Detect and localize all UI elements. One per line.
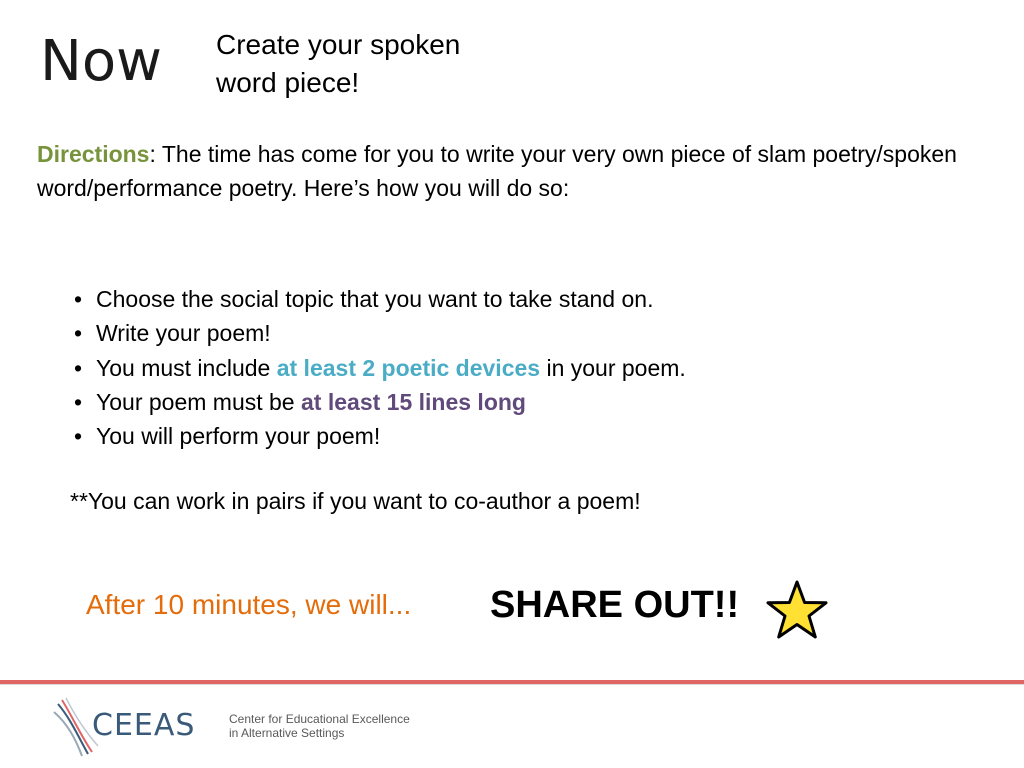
bullet-text-perform: You will perform your poem! — [96, 423, 381, 450]
directions-text: : The time has come for you to write your very own piece of slam poetry/spoken word/performance poetry. Here’s how you will do so: — [37, 141, 957, 201]
list-item — [72, 282, 686, 316]
footer-divider-shadow — [0, 684, 1024, 685]
bullet-text-length-pre: Your poem must be — [96, 388, 301, 415]
logo-wordmark: CEEAS — [92, 708, 196, 743]
list-item — [72, 385, 686, 419]
bullet-text-topic: Choose the social topic that you want to take stand on. — [96, 286, 654, 312]
bullet-highlight-length: at least 15 lines long — [301, 388, 526, 415]
bullet-highlight-devices: at least 2 poetic devices — [276, 354, 541, 381]
ceeas-logo — [52, 696, 410, 758]
directions-list — [72, 282, 686, 453]
pairs-note — [70, 484, 641, 518]
after-text: After 10 minutes, we will... — [86, 589, 412, 620]
pairs-mark: ** — [70, 488, 88, 514]
subtitle-line-1: Create your spoken — [216, 29, 461, 60]
star-shape — [768, 582, 826, 637]
slide-subtitle — [216, 26, 536, 102]
list-item — [72, 419, 686, 453]
logo-tagline-line-1: Center for Educational Excellence — [229, 712, 410, 726]
star-icon — [765, 578, 829, 642]
logo-tagline-line-2: in Alternative Settings — [229, 726, 345, 740]
bullet-text-write: Write your poem! — [96, 320, 271, 347]
list-item — [72, 316, 686, 350]
bullet-text-devices-post: in your poem. — [540, 354, 686, 381]
directions-label: Directions — [37, 141, 150, 167]
bullet-text-devices-pre: You must include — [96, 354, 277, 381]
share-out-text: SHARE OUT!! — [490, 584, 740, 626]
subtitle-line-2: word piece! — [216, 67, 360, 98]
logo-tagline — [229, 712, 410, 740]
slide-title: Now — [40, 29, 162, 94]
pairs-text: You can work in pairs if you want to co-author a poem! — [87, 488, 641, 514]
directions-paragraph — [37, 137, 997, 205]
list-item — [72, 351, 686, 385]
